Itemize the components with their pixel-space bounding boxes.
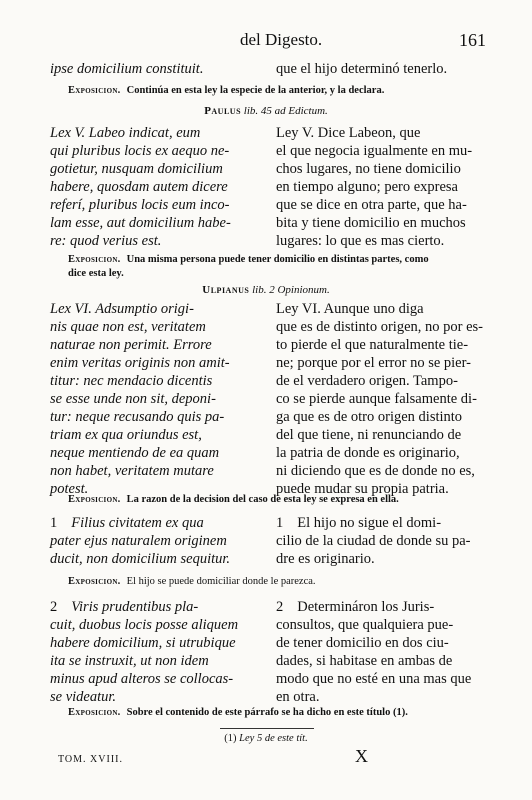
spanish-line: Ley V. Dice Labeon, que [276, 125, 421, 141]
latin-line: titur: nec mendacio dicentis [50, 373, 213, 389]
spanish-line: en otra. [276, 689, 320, 705]
lex-6-spanish [276, 300, 484, 498]
spanish-line: que es de distinto origen, no por es- [276, 319, 483, 335]
exposicion-2 [68, 253, 488, 281]
latin-line: non habet, veritatem mutare [50, 463, 214, 479]
spanish-line: consultos, que qualquiera pue- [276, 617, 454, 633]
latin-line: ita se instruxit, ut non idem [50, 653, 209, 669]
footnote-marker: (1) [224, 733, 237, 744]
spanish-line: El hijo no sigue el domi- [297, 515, 442, 531]
lex-5 [50, 124, 484, 254]
latin-line: cuit, duobus locis posse aliquem [50, 617, 239, 633]
spanish-line: cilio de la ciudad de donde su pa- [276, 533, 471, 549]
signature-mark: X [355, 746, 368, 766]
exposicion-label: Exposicion. [68, 494, 121, 505]
lex-6 [50, 300, 484, 500]
spanish-line: puede mudar su propia patria. [276, 481, 449, 497]
source-book: lib. 45 ad Edictum. [243, 105, 328, 117]
footnote [0, 733, 532, 744]
exposicion-text: El hijo se puede domiciliar donde le parezca. [126, 576, 316, 587]
exposicion-text: dice esta ley. [68, 268, 124, 279]
latin-line: neque mentiendo de ea quam [50, 445, 220, 461]
latin-line: referí, pluribus locis eum inco- [50, 197, 230, 213]
spanish-continuation: que el hijo determinó tenerlo. [276, 61, 448, 77]
spanish-line: dades, si habitase en ambas de [276, 653, 453, 669]
spanish-line: chos lugares, no tiene domicilio [276, 161, 461, 177]
spanish-line: ni diciendo que es de donde no es, [276, 463, 475, 479]
spanish-line: lugares: lo que es mas cierto. [276, 233, 445, 249]
latin-line: naturae non perimit. Errore [50, 337, 212, 353]
exposicion-label: Exposicion. [68, 576, 121, 587]
latin-line: Lex V. Labeo indicat, eum [50, 125, 201, 141]
latin-line: potest. [50, 481, 89, 497]
lex-5-spanish [276, 124, 484, 250]
exposicion-text: Continúa en esta ley la especie de la anterior, y la declara. [126, 85, 385, 96]
latin-line: pater ejus naturalem originem [50, 533, 227, 549]
spanish-line: que se dice en otra parte, que ha- [276, 197, 467, 213]
spanish-line: en tiempo alguno; pero expresa [276, 179, 458, 195]
spanish-line: Ley VI. Aunque uno diga [276, 301, 424, 317]
latin-line: minus apud alteros se collocas- [50, 671, 234, 687]
lex-5-latin [50, 124, 260, 250]
header-title: del Digesto. [240, 30, 323, 49]
paragraph-number: 1 [50, 515, 58, 531]
spanish-line: de el verdadero origen. Tampo- [276, 373, 458, 389]
paragraph-number: 2 [276, 599, 284, 615]
exposicion-text: Sobre el contenido de este párrafo se ha dicho en este título (1). [126, 707, 408, 718]
paragraph-2-spanish [276, 598, 484, 706]
source-author: Paulus [204, 105, 242, 117]
latin-line: enim veritas originis non amit- [50, 355, 230, 371]
spanish-line: to pierde el que naturalmente tie- [276, 337, 469, 353]
paragraph-1-spanish [276, 514, 484, 568]
paragraph-number: 1 [276, 515, 284, 531]
spanish-line: de tener domicilio en dos ciu- [276, 635, 449, 651]
paragraph-2 [50, 598, 484, 708]
spanish-line: del que tiene, ni renunciando de [276, 427, 462, 443]
latin-line: se esse unde non sit, deponi- [50, 391, 216, 407]
latin-line: ducit, non domicilium sequitur. [50, 551, 231, 567]
exposicion-4 [68, 575, 488, 589]
latin-line: triam ex qua oriundus est, [50, 427, 202, 443]
latin-line: se videatur. [50, 689, 117, 705]
lex-6-latin [50, 300, 260, 498]
exposicion-text: Una misma persona puede tener domicilio en distintas partes, como [126, 254, 429, 265]
latin-line: nis quae non est, veritatem [50, 319, 206, 335]
paragraph-number: 2 [50, 599, 58, 615]
latin-line: Viris prudentibus pla- [71, 599, 199, 615]
latin-line: gotietur, nusquam domicilium [50, 161, 223, 177]
spanish-line: la patria de donde es originario, [276, 445, 460, 461]
latin-line: lam esse, aut domicilium habe- [50, 215, 231, 231]
spanish-line: modo que no esté en una mas que [276, 671, 472, 687]
latin-line: tur: neque recusando quis pa- [50, 409, 225, 425]
continuation-line [50, 60, 484, 80]
latin-line: habere, quosdam autem dicere [50, 179, 228, 195]
spanish-line: ne; porque por el error no se pier- [276, 355, 471, 371]
spanish-line: ga que es de otro origen distinto [276, 409, 463, 425]
exposicion-3 [68, 493, 488, 507]
latin-line: qui pluribus locis ex aequo ne- [50, 143, 230, 159]
latin-line: habere domicilium, si utrubique [50, 635, 236, 651]
exposicion-label: Exposicion. [68, 85, 121, 96]
volume-signature: TOM. XVIII. [58, 754, 123, 765]
latin-line: re: quod verius est. [50, 233, 162, 249]
spanish-line: dre es originario. [276, 551, 375, 567]
page-number: 161 [459, 30, 486, 50]
source-ulpianus [0, 284, 532, 296]
running-header [0, 30, 532, 56]
footnote-text: Ley 5 de este tít. [239, 733, 308, 744]
spanish-line: bita y tiene domicilio en muchos [276, 215, 466, 231]
exposicion-label: Exposicion. [68, 254, 121, 265]
source-book: lib. 2 Opinionum. [252, 284, 330, 296]
paragraph-2-latin [50, 598, 260, 706]
latin-line: Filius civitatem ex qua [71, 515, 204, 531]
exposicion-5 [68, 706, 488, 720]
latin-continuation: ipse domicilium constituit. [50, 61, 204, 77]
latin-line: Lex VI. Adsumptio origi- [50, 301, 194, 317]
footnote-divider [220, 728, 314, 729]
spanish-line: Determináron los Juris- [297, 599, 435, 615]
source-paulus [0, 105, 532, 117]
spanish-line: co se pierde aunque falsamente di- [276, 391, 477, 407]
spanish-line: el que negocia igualmente en mu- [276, 143, 473, 159]
exposicion-1 [68, 84, 488, 98]
paragraph-1 [50, 514, 484, 574]
exposicion-label: Exposicion. [68, 707, 121, 718]
exposicion-text: La razon de la decision del caso de esta ley se expresa en ella. [126, 494, 399, 505]
source-author: Ulpianus [202, 284, 250, 296]
paragraph-1-latin [50, 514, 260, 568]
